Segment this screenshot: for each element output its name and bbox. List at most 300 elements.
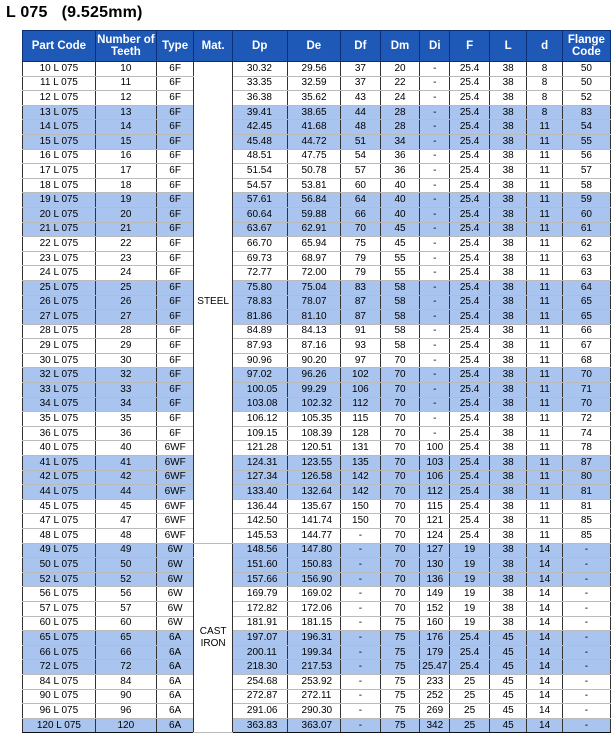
cell-d: 14	[527, 616, 562, 631]
table-row	[23, 237, 611, 252]
cell-dm: 70	[380, 601, 420, 616]
cell-part-code: 11 L 075	[23, 76, 96, 91]
cell-dp: 60.64	[232, 207, 287, 222]
cell-f: 25.4	[450, 645, 490, 660]
cell-df: 87	[341, 310, 381, 325]
cell-de: 65.94	[287, 237, 341, 252]
cell-di: -	[420, 383, 450, 398]
cell-teeth: 19	[95, 193, 156, 208]
cell-de: 50.78	[287, 164, 341, 179]
cell-flange-code: 55	[562, 134, 610, 149]
cell-flange-code: 65	[562, 295, 610, 310]
cell-df: 79	[341, 266, 381, 281]
table-row	[23, 324, 611, 339]
cell-dp: 30.32	[232, 62, 287, 77]
cell-f: 25.4	[450, 91, 490, 106]
cell-di: -	[420, 207, 450, 222]
cell-dm: 36	[380, 164, 420, 179]
cell-teeth: 57	[95, 601, 156, 616]
cell-type: 6F	[156, 368, 193, 383]
cell-part-code: 26 L 075	[23, 295, 96, 310]
cell-teeth: 32	[95, 368, 156, 383]
cell-dp: 66.70	[232, 237, 287, 252]
cell-di: -	[420, 353, 450, 368]
cell-dm: 70	[380, 383, 420, 398]
cell-di: -	[420, 222, 450, 237]
cell-de: 147.80	[287, 543, 341, 558]
cell-f: 25.4	[450, 485, 490, 500]
cell-part-code: 66 L 075	[23, 645, 96, 660]
cell-flange-code: 50	[562, 62, 610, 77]
cell-di: 127	[420, 543, 450, 558]
cell-dp: 172.82	[232, 601, 287, 616]
cell-part-code: 42 L 075	[23, 470, 96, 485]
cell-l: 38	[489, 601, 526, 616]
cell-teeth: 65	[95, 631, 156, 646]
cell-l: 38	[489, 207, 526, 222]
cell-d: 14	[527, 558, 562, 573]
cell-flange-code: -	[562, 558, 610, 573]
table-row	[23, 660, 611, 675]
cell-di: -	[420, 295, 450, 310]
cell-dm: 70	[380, 441, 420, 456]
cell-flange-code: 70	[562, 368, 610, 383]
cell-type: 6WF	[156, 499, 193, 514]
cell-type: 6F	[156, 426, 193, 441]
cell-de: 53.81	[287, 178, 341, 193]
table-row	[23, 645, 611, 660]
cell-de: 99.29	[287, 383, 341, 398]
cell-type: 6F	[156, 295, 193, 310]
cell-di: -	[420, 324, 450, 339]
cell-di: 160	[420, 616, 450, 631]
cell-de: 35.62	[287, 91, 341, 106]
cell-dp: 36.38	[232, 91, 287, 106]
cell-teeth: 29	[95, 339, 156, 354]
cell-f: 25.4	[450, 62, 490, 77]
cell-d: 11	[527, 120, 562, 135]
spec-table	[22, 30, 611, 733]
table-row	[23, 207, 611, 222]
title-code: L 075	[6, 4, 48, 21]
cell-df: 142	[341, 470, 381, 485]
header-dp: Dp	[232, 31, 287, 62]
cell-dp: 78.83	[232, 295, 287, 310]
table-row	[23, 689, 611, 704]
cell-d: 11	[527, 295, 562, 310]
table-row	[23, 426, 611, 441]
table-row	[23, 543, 611, 558]
cell-dm: 45	[380, 237, 420, 252]
cell-teeth: 12	[95, 91, 156, 106]
cell-de: 196.31	[287, 631, 341, 646]
cell-flange-code: -	[562, 704, 610, 719]
cell-d: 11	[527, 426, 562, 441]
table-row	[23, 456, 611, 471]
cell-teeth: 45	[95, 499, 156, 514]
cell-de: 75.04	[287, 280, 341, 295]
cell-flange-code: 65	[562, 310, 610, 325]
cell-dm: 40	[380, 178, 420, 193]
cell-type: 6W	[156, 587, 193, 602]
cell-d: 14	[527, 718, 562, 733]
cell-de: 47.75	[287, 149, 341, 164]
cell-f: 25.4	[450, 222, 490, 237]
cell-df: 142	[341, 485, 381, 500]
cell-teeth: 52	[95, 572, 156, 587]
cell-f: 25	[450, 718, 490, 733]
cell-teeth: 17	[95, 164, 156, 179]
cell-teeth: 16	[95, 149, 156, 164]
cell-de: 38.65	[287, 105, 341, 120]
cell-f: 25.4	[450, 105, 490, 120]
cell-de: 81.10	[287, 310, 341, 325]
cell-dm: 58	[380, 339, 420, 354]
cell-dm: 70	[380, 558, 420, 573]
cell-l: 38	[489, 572, 526, 587]
table-row	[23, 368, 611, 383]
cell-df: -	[341, 616, 381, 631]
cell-df: 51	[341, 134, 381, 149]
cell-dp: 127.34	[232, 470, 287, 485]
cell-df: 131	[341, 441, 381, 456]
cell-de: 199.34	[287, 645, 341, 660]
cell-d: 11	[527, 397, 562, 412]
cell-f: 25.4	[450, 514, 490, 529]
cell-dm: 58	[380, 324, 420, 339]
cell-dp: 84.89	[232, 324, 287, 339]
cell-d: 11	[527, 324, 562, 339]
cell-df: 66	[341, 207, 381, 222]
cell-type: 6F	[156, 164, 193, 179]
cell-teeth: 18	[95, 178, 156, 193]
cell-l: 38	[489, 310, 526, 325]
cell-l: 38	[489, 62, 526, 77]
cell-type: 6A	[156, 674, 193, 689]
cell-de: 181.15	[287, 616, 341, 631]
material-label: IRON	[200, 637, 226, 649]
cell-d: 11	[527, 353, 562, 368]
cell-d: 11	[527, 237, 562, 252]
table-row	[23, 529, 611, 544]
cell-df: 102	[341, 368, 381, 383]
cell-teeth: 34	[95, 397, 156, 412]
table-row	[23, 339, 611, 354]
cell-df: 70	[341, 222, 381, 237]
cell-type: 6F	[156, 62, 193, 77]
cell-part-code: 35 L 075	[23, 412, 96, 427]
cell-type: 6F	[156, 310, 193, 325]
cell-l: 38	[489, 339, 526, 354]
cell-f: 19	[450, 601, 490, 616]
table-row	[23, 572, 611, 587]
cell-l: 38	[489, 251, 526, 266]
cell-d: 14	[527, 660, 562, 675]
cell-teeth: 20	[95, 207, 156, 222]
cell-de: 62.91	[287, 222, 341, 237]
table-row	[23, 222, 611, 237]
cell-f: 25.4	[450, 397, 490, 412]
cell-di: 252	[420, 689, 450, 704]
cell-de: 272.11	[287, 689, 341, 704]
cell-f: 25.4	[450, 339, 490, 354]
cell-teeth: 56	[95, 587, 156, 602]
cell-flange-code: 57	[562, 164, 610, 179]
cell-d: 14	[527, 689, 562, 704]
cell-l: 38	[489, 499, 526, 514]
table-row	[23, 178, 611, 193]
cell-flange-code: 64	[562, 280, 610, 295]
cell-de: 290.30	[287, 704, 341, 719]
cell-flange-code: 62	[562, 237, 610, 252]
cell-teeth: 47	[95, 514, 156, 529]
cell-dm: 75	[380, 631, 420, 646]
cell-di: -	[420, 149, 450, 164]
cell-de: 29.56	[287, 62, 341, 77]
cell-part-code: 12 L 075	[23, 91, 96, 106]
cell-part-code: 96 L 075	[23, 704, 96, 719]
cell-d: 14	[527, 631, 562, 646]
cell-d: 11	[527, 412, 562, 427]
cell-di: -	[420, 280, 450, 295]
table-row	[23, 164, 611, 179]
cell-type: 6F	[156, 91, 193, 106]
cell-de: 123.55	[287, 456, 341, 471]
cell-dm: 70	[380, 368, 420, 383]
material-cell	[194, 543, 233, 733]
table-row	[23, 499, 611, 514]
cell-f: 19	[450, 587, 490, 602]
cell-teeth: 120	[95, 718, 156, 733]
cell-part-code: 56 L 075	[23, 587, 96, 602]
cell-de: 141.74	[287, 514, 341, 529]
cell-l: 38	[489, 397, 526, 412]
cell-de: 90.20	[287, 353, 341, 368]
cell-flange-code: -	[562, 631, 610, 646]
cell-dp: 142.50	[232, 514, 287, 529]
header-de: De	[287, 31, 341, 62]
cell-type: 6A	[156, 704, 193, 719]
cell-dp: 100.05	[232, 383, 287, 398]
cell-part-code: 90 L 075	[23, 689, 96, 704]
header-f: F	[450, 31, 490, 62]
cell-d: 11	[527, 164, 562, 179]
cell-f: 25.4	[450, 251, 490, 266]
cell-dm: 24	[380, 91, 420, 106]
cell-teeth: 22	[95, 237, 156, 252]
cell-dp: 75.80	[232, 280, 287, 295]
cell-dm: 58	[380, 295, 420, 310]
cell-dp: 103.08	[232, 397, 287, 412]
cell-type: 6F	[156, 280, 193, 295]
cell-type: 6F	[156, 193, 193, 208]
cell-di: -	[420, 266, 450, 281]
cell-dm: 70	[380, 514, 420, 529]
cell-l: 38	[489, 543, 526, 558]
cell-di: 130	[420, 558, 450, 573]
cell-l: 38	[489, 149, 526, 164]
cell-di: 149	[420, 587, 450, 602]
cell-l: 38	[489, 237, 526, 252]
cell-dm: 70	[380, 485, 420, 500]
cell-flange-code: 58	[562, 178, 610, 193]
cell-teeth: 90	[95, 689, 156, 704]
cell-flange-code: 50	[562, 76, 610, 91]
cell-dm: 75	[380, 616, 420, 631]
cell-df: 44	[341, 105, 381, 120]
cell-teeth: 96	[95, 704, 156, 719]
cell-teeth: 10	[95, 62, 156, 77]
table-row	[23, 558, 611, 573]
cell-dp: 145.53	[232, 529, 287, 544]
cell-flange-code: 71	[562, 383, 610, 398]
table-row	[23, 280, 611, 295]
cell-l: 38	[489, 178, 526, 193]
cell-f: 25.4	[450, 660, 490, 675]
cell-f: 25.4	[450, 324, 490, 339]
cell-df: 150	[341, 514, 381, 529]
cell-dp: 124.31	[232, 456, 287, 471]
cell-type: 6F	[156, 383, 193, 398]
cell-flange-code: 70	[562, 397, 610, 412]
cell-f: 25.4	[450, 76, 490, 91]
cell-part-code: 24 L 075	[23, 266, 96, 281]
cell-part-code: 25 L 075	[23, 280, 96, 295]
cell-type: 6WF	[156, 514, 193, 529]
cell-di: 179	[420, 645, 450, 660]
cell-d: 11	[527, 339, 562, 354]
cell-di: 115	[420, 499, 450, 514]
cell-di: 342	[420, 718, 450, 733]
cell-d: 14	[527, 601, 562, 616]
cell-part-code: 40 L 075	[23, 441, 96, 456]
cell-part-code: 45 L 075	[23, 499, 96, 514]
cell-df: 115	[341, 412, 381, 427]
table-row	[23, 383, 611, 398]
header-part-code: Part Code	[23, 31, 96, 62]
cell-teeth: 72	[95, 660, 156, 675]
cell-de: 156.90	[287, 572, 341, 587]
cell-teeth: 30	[95, 353, 156, 368]
cell-type: 6F	[156, 149, 193, 164]
cell-di: -	[420, 193, 450, 208]
cell-dp: 81.86	[232, 310, 287, 325]
cell-flange-code: 87	[562, 456, 610, 471]
cell-de: 102.32	[287, 397, 341, 412]
cell-d: 11	[527, 310, 562, 325]
cell-d: 11	[527, 266, 562, 281]
cell-teeth: 48	[95, 529, 156, 544]
cell-l: 38	[489, 368, 526, 383]
header-flange-code: Flange Code	[562, 31, 610, 62]
cell-flange-code: 81	[562, 499, 610, 514]
cell-l: 38	[489, 426, 526, 441]
cell-flange-code: 74	[562, 426, 610, 441]
cell-flange-code: 85	[562, 514, 610, 529]
cell-teeth: 23	[95, 251, 156, 266]
cell-l: 45	[489, 704, 526, 719]
cell-df: 43	[341, 91, 381, 106]
cell-di: 136	[420, 572, 450, 587]
cell-type: 6A	[156, 660, 193, 675]
header-dm: Dm	[380, 31, 420, 62]
cell-d: 11	[527, 514, 562, 529]
cell-de: 87.16	[287, 339, 341, 354]
cell-f: 25.4	[450, 426, 490, 441]
cell-de: 217.53	[287, 660, 341, 675]
cell-dm: 75	[380, 674, 420, 689]
cell-part-code: 10 L 075	[23, 62, 96, 77]
cell-flange-code: 61	[562, 222, 610, 237]
cell-type: 6WF	[156, 529, 193, 544]
cell-part-code: 52 L 075	[23, 572, 96, 587]
cell-di: 25.47	[420, 660, 450, 675]
cell-de: 68.97	[287, 251, 341, 266]
cell-flange-code: -	[562, 587, 610, 602]
cell-l: 38	[489, 105, 526, 120]
cell-d: 8	[527, 76, 562, 91]
cell-type: 6W	[156, 543, 193, 558]
cell-dm: 40	[380, 193, 420, 208]
cell-df: -	[341, 645, 381, 660]
cell-di: 152	[420, 601, 450, 616]
cell-type: 6F	[156, 339, 193, 354]
cell-di: -	[420, 134, 450, 149]
cell-d: 11	[527, 470, 562, 485]
cell-teeth: 27	[95, 310, 156, 325]
cell-df: 93	[341, 339, 381, 354]
cell-de: 363.07	[287, 718, 341, 733]
cell-d: 14	[527, 543, 562, 558]
cell-flange-code: 81	[562, 485, 610, 500]
cell-di: -	[420, 178, 450, 193]
cell-flange-code: 59	[562, 193, 610, 208]
header-di: Di	[420, 31, 450, 62]
cell-dm: 45	[380, 222, 420, 237]
cell-df: 60	[341, 178, 381, 193]
cell-dm: 70	[380, 572, 420, 587]
table-row	[23, 353, 611, 368]
cell-di: 103	[420, 456, 450, 471]
cell-de: 96.26	[287, 368, 341, 383]
cell-dp: 57.61	[232, 193, 287, 208]
cell-flange-code: -	[562, 674, 610, 689]
cell-dm: 34	[380, 134, 420, 149]
cell-teeth: 42	[95, 470, 156, 485]
cell-part-code: 41 L 075	[23, 456, 96, 471]
cell-de: 132.64	[287, 485, 341, 500]
cell-part-code: 22 L 075	[23, 237, 96, 252]
cell-teeth: 60	[95, 616, 156, 631]
cell-d: 11	[527, 134, 562, 149]
cell-di: 100	[420, 441, 450, 456]
cell-di: 106	[420, 470, 450, 485]
cell-l: 45	[489, 718, 526, 733]
cell-part-code: 32 L 075	[23, 368, 96, 383]
cell-df: 48	[341, 120, 381, 135]
cell-di: -	[420, 105, 450, 120]
cell-f: 25	[450, 674, 490, 689]
cell-df: 91	[341, 324, 381, 339]
cell-flange-code: 80	[562, 470, 610, 485]
cell-dp: 109.15	[232, 426, 287, 441]
table-row	[23, 470, 611, 485]
cell-d: 8	[527, 62, 562, 77]
cell-d: 11	[527, 222, 562, 237]
cell-type: 6A	[156, 631, 193, 646]
cell-part-code: 16 L 075	[23, 149, 96, 164]
table-title	[6, 4, 143, 22]
